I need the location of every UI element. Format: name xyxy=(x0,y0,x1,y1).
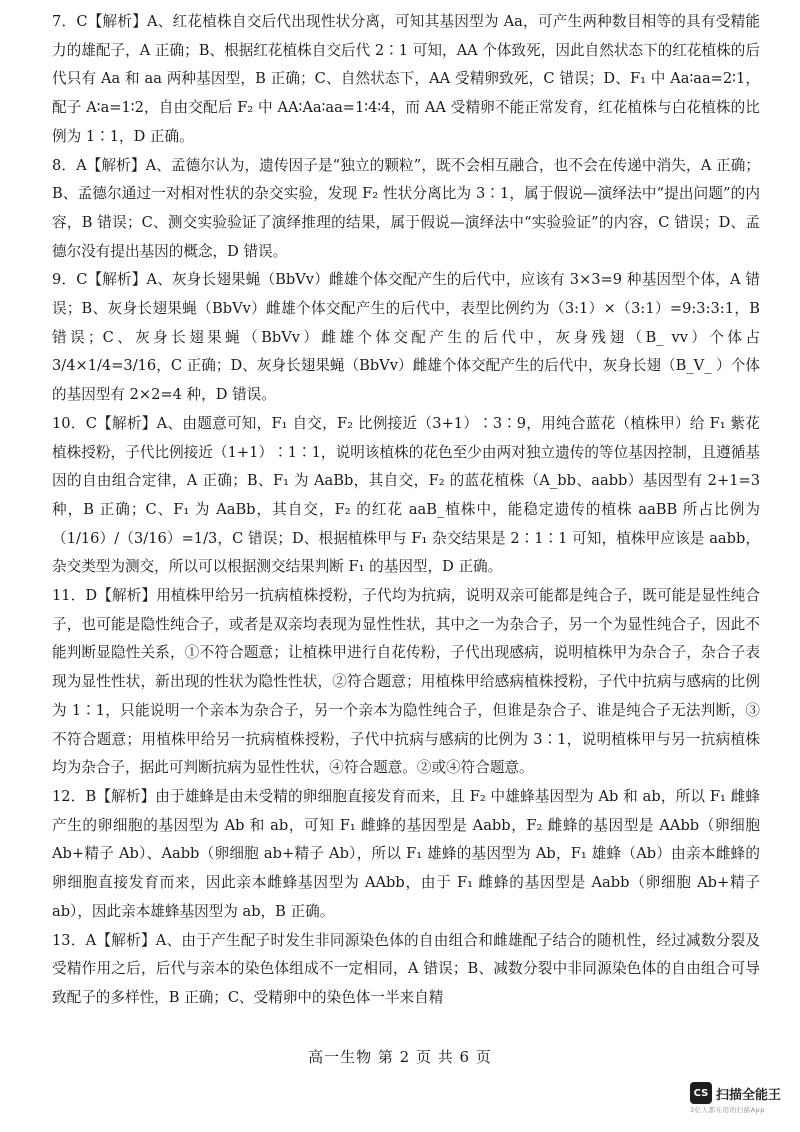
page-footer: 高一生物 第 2 页 共 6 页 xyxy=(308,1048,492,1066)
explanation-13: 13．A【解析】A、由于产生配子时发生非同源染色体的自由组合和雌雄配子结合的随机性，经过减数分裂及受精作用之后，后代与亲本的染色体组成不一定相同，A 错误；B、减数分裂中非同源染色体的自由组合可导致配子的多样性，B 正确；C、受精卵中的染色体一半来自精 xyxy=(52,931,760,1006)
scanner-watermark xyxy=(690,1082,794,1114)
watermark-app-name: 扫描全能王 xyxy=(716,1087,782,1103)
explanation-11: 11．D【解析】用植株甲给另一抗病植株授粉，子代均为抗病，说明双亲可能都是纯合子，既可能是显性纯合子，也可能是隐性纯合子，或者是双亲均表现为显性性状，其中之一为杂合子，另一个为显性纯合子，因此不能判断显隐性关系，①不符合题意；让植株甲进行自花传粉，子代出现感病，说明植株甲为杂合子，杂合子表现为显性性状，新出现的性状为隐性性状，②符合题意；用植株甲给感病植株授粉，子代中抗病与感病的比例为 1∶1，只能说明一个亲本为杂合子，另一个亲本为隐性纯合子，但谁是杂合子、谁是纯合子无法判断，③不符合题意；用植株甲给另一抗病植株授粉，子代中抗病与感病的比例为 3∶1，说明植株甲与另一抗病植株均为杂合子，据此可判断抗病为显性性状，④符合题意。②或④符合题意。 xyxy=(52,587,760,777)
answer-explanations xyxy=(52,8,760,1013)
watermark-slogan: 3亿人都在用的扫描App xyxy=(690,1106,765,1114)
explanation-9: 9．C【解析】A、灰身长翅果蝇（BbVv）雌雄个体交配产生的后代中，应该有 3×3=9 种基因型个体，A 错误；B、灰身长翅果蝇（BbVv）雌雄个体交配产生的后代中，表型比例约为（3:1）×（3:1）=9:3:3:1，B 错误；C、灰身长翅果蝇（BbVv）雌雄个体交配产生的后代中，灰身残翅（B_ vv）个体占 3/4×1/4=3/16，C 正确；D、灰身长翅果蝇（BbVv）雌雄个体交配产生的后代中，灰身长翅（B_V_ ）个体的基因型有 2×2=4 种，D 错误。 xyxy=(52,271,760,404)
explanation-7: 7．C【解析】A、红花植株自交后代出现性状分离，可知其基因型为 Aa，可产生两种数目相等的具有受精能力的雄配子，A 正确；B、根据红花植株自交后代 2∶1 可知，AA 个体致死，因此自然状态下的红花植株的后代只有 Aa 和 aa 两种基因型，B 正确；C、自然状态下，AA 受精卵致死，C 错误；D、F₁ 中 Aa∶aa=2∶1，配子 A∶a=1∶2，自由交配后 F₂ 中 AA∶Aa∶aa=1∶4∶4，而 AA 受精卵不能正常发育，红花植株与白花植株的比例为 1∶1，D 正确。 xyxy=(52,13,760,145)
explanation-10: 10．C【解析】A、由题意可知，F₁ 自交，F₂ 比例接近（3+1）∶3∶9，用纯合蓝花（植株甲）给 F₁ 紫花植株授粉，子代比例接近（1+1）∶1∶1，说明该植株的花色至少由两对独立遗传的等位基因控制，且遵循基因的自由组合定律，A 正确；B、F₁ 为 AaBb，其自交，F₂ 的蓝花植株（A_bb、aabb）基因型有 2+1=3 种，B 正确；C、F₁ 为 AaBb，其自交，F₂ 的红花 aaB_植株中，能稳定遗传的植株 aaBB 所占比例为（1/16）/（3/16）=1/3，C 错误；D、根据植株甲与 F₁ 杂交结果是 2∶1∶1 可知，植株甲应该是 aabb，杂交类型为测交，所以可以根据测交结果判断 F₁ 的基因型，D 正确。 xyxy=(52,414,760,576)
explanation-12: 12．B【解析】由于雄蜂是由未受精的卵细胞直接发育而来，且 F₂ 中雄蜂基因型为 Ab 和 ab，所以 F₁ 雌蜂产生的卵细胞的基因型为 Ab 和 ab，可知 F₁ 雌蜂的基因型是 Aabb，F₂ 雌蜂的基因型是 AAbb（卵细胞 Ab+精子 Ab）、Aabb（卵细胞 ab+精子 Ab），所以 F₁ 雄蜂的基因型为 Ab，F₁ 雄蜂（Ab）由亲本雌蜂的卵细胞直接发育而来，因此亲本雌蜂基因型为 AAbb，由于 F₁ 雌蜂的基因型是 Aabb（卵细胞 Ab+精子 ab），因此亲本雄蜂基因型为 ab，B 正确。 xyxy=(52,787,760,920)
camscanner-logo-icon: CS xyxy=(690,1082,712,1104)
explanation-8: 8．A【解析】A、孟德尔认为，遗传因子是“独立的颗粒”，既不会相互融合，也不会在传递中消失，A 正确；B、孟德尔通过一对相对性状的杂交实验，发现 F₂ 性状分离比为 3∶1，属于假说—演绎法中“提出问题”的内容，B 错误；C、测交实验验证了演绎推理的结果，属于假说—演绎法中“实验验证”的内容，C 错误；D、孟德尔没有提出基因的概念，D 错误。 xyxy=(52,156,760,260)
